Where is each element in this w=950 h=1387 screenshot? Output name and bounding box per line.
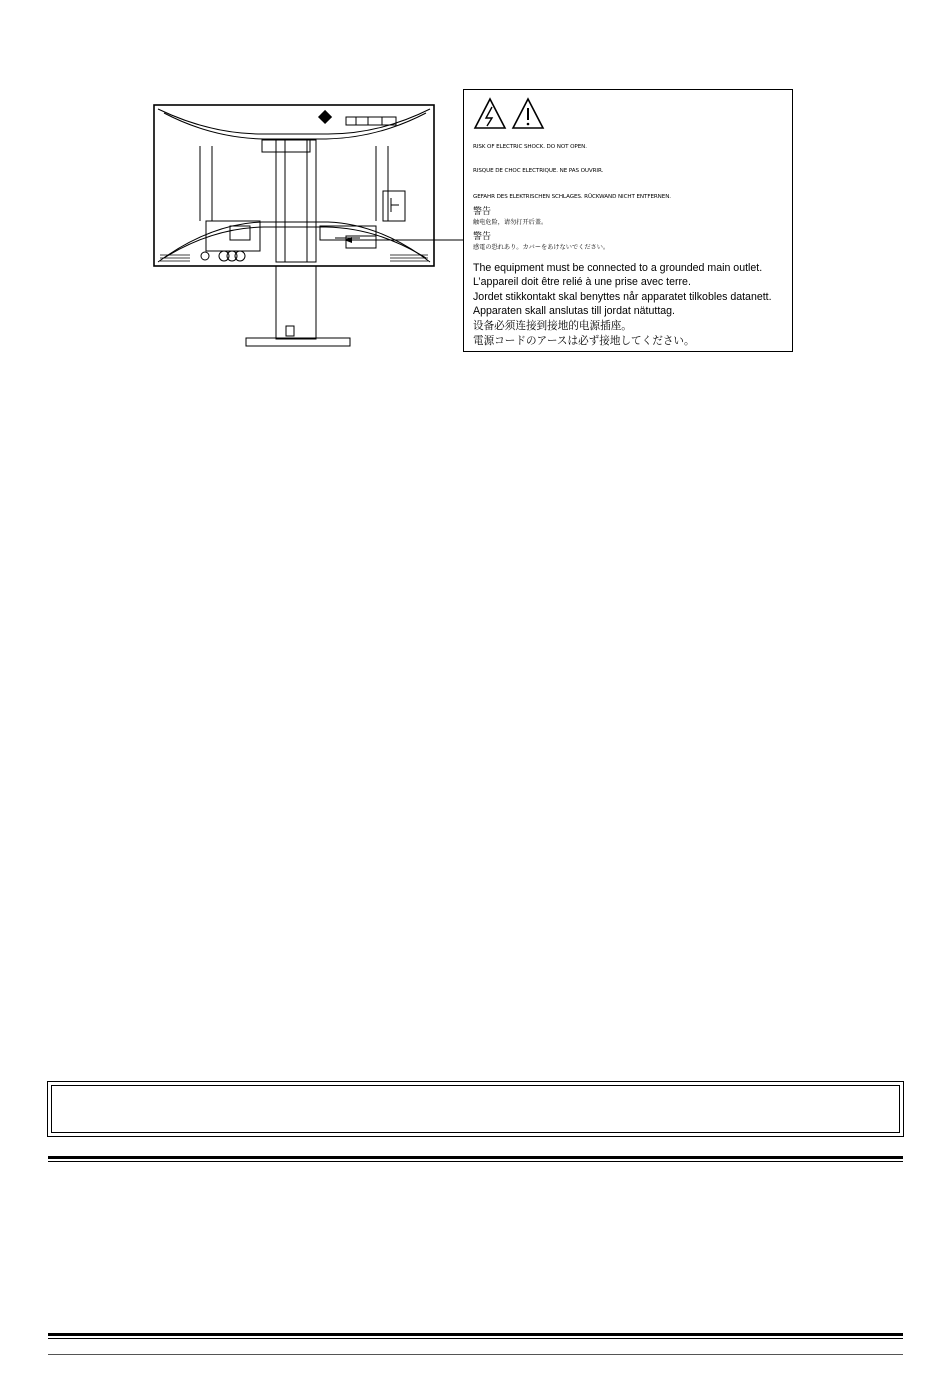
- ground-text-norwegian: Jordet stikkontakt skal benyttes når apparatet tilkobles datanett.: [473, 291, 772, 303]
- warning-heading-chinese: 警告: [473, 207, 492, 217]
- warning-text-french: RISQUE DE CHOC ELECTRIQUE. NE PAS OUVRIR.: [473, 168, 604, 174]
- footer-rule-thin-2: [48, 1354, 903, 1355]
- warning-label-panel: [463, 89, 793, 352]
- ground-text-japanese: 電源コードのアースは必ず接地してください。: [473, 335, 695, 347]
- section-rule-top-thick: [48, 1156, 903, 1159]
- monitor-rear-icon: [150, 98, 440, 350]
- ground-text-english: The equipment must be connected to a grounded main outlet.: [473, 262, 763, 274]
- empty-notice-box-inner: [51, 1085, 900, 1133]
- warning-text-german: GEFAHR DES ELEKTRISCHEN SCHLAGES. RÜCKWAND NICHT ENTFERNEN.: [473, 194, 671, 200]
- warning-text-japanese: 感電の恐れあり。カバーをあけないでください。: [473, 244, 610, 251]
- caution-exclamation-icon: [513, 99, 543, 128]
- ground-text-chinese: 设备必须连接到接地的电源插座。: [473, 320, 632, 332]
- footer-rule-thin-1: [48, 1338, 903, 1339]
- hazard-icons: [473, 97, 545, 131]
- footer-rule-thick: [48, 1333, 903, 1336]
- warning-text-chinese: 触电危险，请勿打开后盖。: [473, 219, 548, 226]
- ground-text-french: L’appareil doit être relié à une prise avec terre.: [473, 276, 691, 288]
- empty-notice-box: [47, 1081, 904, 1137]
- electric-shock-warning-icon: [475, 99, 505, 128]
- section-rule-top-thin: [48, 1161, 903, 1162]
- warning-heading-japanese: 警告: [473, 232, 492, 242]
- ground-text-swedish: Apparaten skall anslutas till jordat nätuttag.: [473, 305, 675, 317]
- monitor-rear-illustration: [150, 98, 440, 350]
- warning-text-english: RISK OF ELECTRIC SHOCK. DO NOT OPEN.: [473, 144, 587, 150]
- leader-arrow-line: [340, 230, 470, 250]
